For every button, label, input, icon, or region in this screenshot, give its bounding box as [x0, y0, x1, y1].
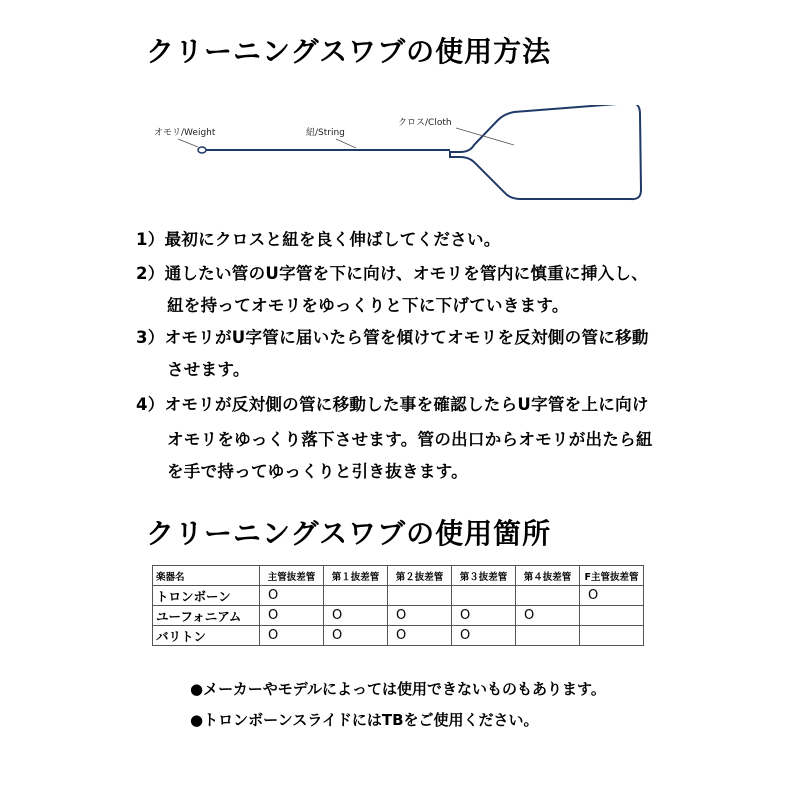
swab-diagram — [140, 105, 660, 205]
table-cell: O — [452, 626, 516, 646]
cloth-pointer — [456, 128, 514, 145]
header-instrument: 楽器名 — [153, 566, 260, 586]
table-cell — [388, 586, 452, 606]
table-cell — [580, 626, 644, 646]
weight-icon — [198, 147, 206, 153]
cloth-label: クロス/Cloth — [398, 118, 452, 128]
cloth-shape — [450, 105, 641, 199]
table-cell: O — [452, 606, 516, 626]
step-3-line-2: させます。 — [167, 360, 250, 379]
table-header-row — [153, 566, 644, 586]
weight-label: オモリ/Weight — [154, 128, 216, 138]
step-2-line-1: 2）通したい管のU字管を下に向け、オモリを管内に慎重に挿入し、 — [136, 264, 649, 283]
instrument-name: ユーフォニアム — [153, 606, 260, 626]
table-cell — [580, 606, 644, 626]
header-main-slide: 主管抜差管 — [260, 566, 324, 586]
weight-pointer — [178, 139, 198, 147]
string-pointer — [336, 139, 356, 148]
table-row — [153, 586, 644, 606]
step-3-line-1: 3）オモリがU字管に届いたら管を傾けてオモリを反対側の管に移動 — [136, 328, 649, 347]
table-row — [153, 606, 644, 626]
table-cell: O — [388, 626, 452, 646]
header-slide-4: 第４抜差管 — [516, 566, 580, 586]
table-cell — [516, 626, 580, 646]
note-maker-model: ●メーカーやモデルによっては使用できないものもあります。 — [190, 680, 606, 698]
table-cell: O — [516, 606, 580, 626]
table-cell — [516, 586, 580, 606]
step-2-line-2: 紐を持ってオモリをゆっくりと下に下げていきます。 — [167, 296, 569, 315]
table-row — [153, 626, 644, 646]
table-cell: O — [260, 586, 324, 606]
header-slide-3: 第３抜差管 — [452, 566, 516, 586]
step-1: 1）最初にクロスと紐を良く伸ばしてください。 — [136, 230, 501, 249]
table-cell: O — [260, 626, 324, 646]
header-slide-2: 第２抜差管 — [388, 566, 452, 586]
note-trombone-slide: ●トロンボーンスライドにはTBをご使用ください。 — [190, 711, 539, 729]
step-4-line-3: を手で持ってゆっくりと引き抜きます。 — [167, 462, 468, 481]
instrument-name: トロンボーン — [153, 586, 260, 606]
header-f-main-slide: F主管抜差管 — [580, 566, 644, 586]
table-cell: O — [388, 606, 452, 626]
table-cell: O — [260, 606, 324, 626]
header-slide-1: 第１抜差管 — [324, 566, 388, 586]
instrument-name: バリトン — [153, 626, 260, 646]
string-label: 紐/String — [306, 128, 345, 138]
step-4-line-1: 4）オモリが反対側の管に移動した事を確認したらU字管を上に向け — [136, 395, 649, 414]
usage-method-title: クリーニングスワブの使用方法 — [146, 35, 552, 68]
table-cell: O — [324, 626, 388, 646]
table-cell: O — [580, 586, 644, 606]
table-cell — [452, 586, 516, 606]
table-cell: O — [324, 606, 388, 626]
table-cell — [324, 586, 388, 606]
usage-location-title: クリーニングスワブの使用箇所 — [146, 517, 552, 550]
step-4-line-2: オモリをゆっくり落下させます。管の出口からオモリが出たら紐 — [167, 430, 653, 449]
usage-table — [152, 565, 644, 646]
